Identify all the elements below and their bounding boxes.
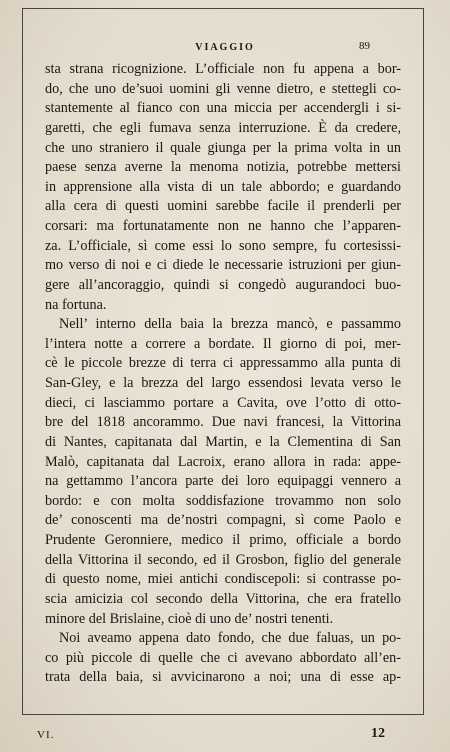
text-line: San-Gley, e la brezza del largo essendosi levata verso le: [45, 375, 401, 391]
text-line: garetti, che egli fumava senza interruzione. È da credere,: [45, 119, 401, 136]
sheet-number: 12: [371, 726, 385, 741]
page-number: 89: [359, 40, 370, 52]
text-line: de’ conoscenti ma de’nostri compagni, sì come Paolo e: [45, 512, 401, 529]
text-line: della Vittorina il secondo, ed il Grosbon, figlio del generale: [45, 551, 401, 568]
text-line: paese senza averne la menoma notizia, potrebbe mettersi: [45, 159, 401, 176]
text-line: dieci, ci lasciammo portare a Cavita, ove l’otto di otto-: [45, 394, 401, 411]
text-line: che uno straniero il quale giunga per la prima volta in un: [45, 139, 401, 156]
text-line: corsari: ma fortunatamente non ne hanno che l’apparen-: [45, 218, 401, 234]
text-line: na fortuna.: [45, 296, 107, 313]
text-line: na gettammo l’ancora parte dei loro equipaggi vennero a: [45, 473, 401, 490]
text-line: di Nantes, capitanata dal Martin, e la Clementina di San: [45, 433, 401, 450]
text-line: stantemente al fianco con una miccia per accendergli i si-: [45, 100, 401, 117]
text-line: co più piccole di quelle che ci avevano abbordato all’en-: [45, 649, 401, 666]
text-line: bordo: e con molta soddisfazione trovammo non solo: [45, 492, 401, 509]
text-line: cè le piccole brezze di terra ci appressammo alla punta di: [45, 355, 401, 372]
text-line: in apprensione alla vista di un tale abbordo; e guardando: [45, 178, 401, 195]
text-line: do, che uno de’suoi uomini gli venne dietro, e stettegli co-: [45, 80, 401, 97]
text-line: Nell’ interno della baia la brezza mancò, e passammo: [59, 316, 401, 333]
text-line: Malò, capitanata dal Lacroix, erano allora in rada: appe-: [45, 453, 401, 470]
text-line: scia amicizia col secondo della Vittorina, che era fratello: [45, 590, 401, 607]
text-line: di questo nome, miei antichi condiscepoli: si contrasse po-: [45, 571, 401, 588]
running-title: VIAGGIO: [195, 42, 255, 53]
text-line: alla cera di questi uomini sarebbe facile il prenderli per: [45, 198, 401, 215]
text-line: Noi aveamo appena dato fondo, che due faluas, un po-: [59, 630, 401, 647]
body-text: [45, 60, 401, 688]
text-line: trata della baia, si avvicinarono a noi; una di esse ap-: [45, 669, 401, 686]
text-line: sta strana ricognizione. L’officiale non fu appena a bor-: [45, 61, 401, 77]
text-line: za. L’officiale, sì come essi lo sono sempre, fu cortesissi-: [45, 237, 401, 254]
text-line: gere all’ancoraggio, quindi si congedò augurandoci buo-: [45, 276, 401, 293]
text-line: minore del Brislaine, cioè di uno de’ nostri tenenti.: [45, 610, 334, 627]
signature-mark: VI.: [37, 729, 55, 741]
text-line: Prudente Geronniere, medico il primo, officiale a bordo: [45, 532, 401, 548]
text-line: l’intera notte a correre a bordate. Il giorno di poi, mer-: [45, 335, 401, 352]
text-line: mo verso di noi e ci diede le necessarie istruzioni per giun-: [45, 257, 401, 274]
text-line: bre del 1818 ancorammo. Due navi francesi, la Vittorina: [45, 414, 401, 431]
